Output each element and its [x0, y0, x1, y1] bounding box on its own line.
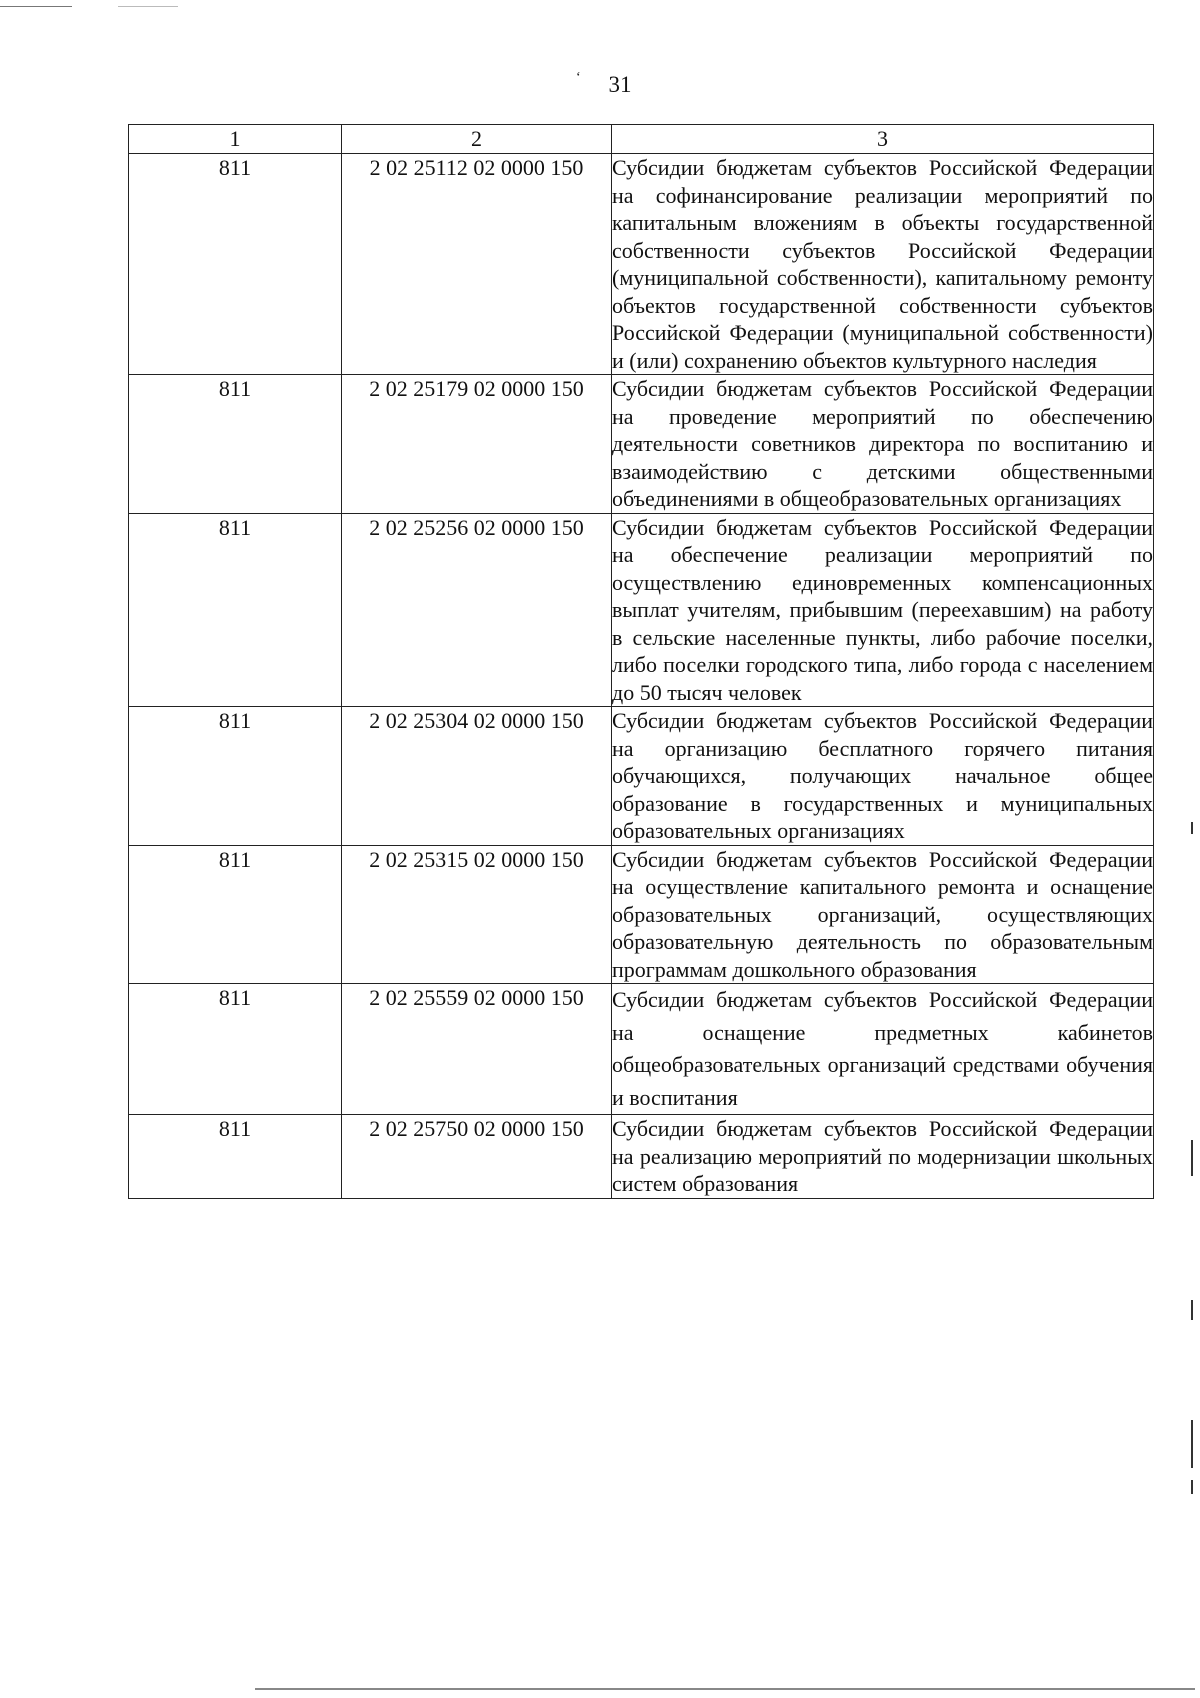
admin-code-cell: 811 — [129, 845, 342, 984]
budget-code-cell: 2 02 25112 02 0000 150 — [342, 154, 612, 375]
table-row — [129, 154, 1154, 375]
budget-code-cell: 2 02 25315 02 0000 150 — [342, 845, 612, 984]
header-col-3: 3 — [612, 125, 1154, 154]
scan-edge-tick — [1191, 1140, 1193, 1176]
budget-code-cell: 2 02 25750 02 0000 150 — [342, 1115, 612, 1199]
budget-code-cell: 2 02 25179 02 0000 150 — [342, 375, 612, 514]
admin-code-cell: 811 — [129, 154, 342, 375]
budget-code-cell: 2 02 25304 02 0000 150 — [342, 707, 612, 846]
scan-edge-line — [0, 6, 72, 7]
admin-code-cell: 811 — [129, 513, 342, 707]
income-name-cell: Субсидии бюджетам субъектов Российской Федерации на осуществление капитального ремонта и оснащение образовательных организаций, осуществляющих образовательную деятельность по образовательным программам дошкольного образования — [612, 846, 1153, 982]
income-name-cell: Субсидии бюджетам субъектов Российской Федерации на обеспечение реализации мероприятий по осуществлению единовременных компенсационных выплат учителям, прибывшим (переехавшим) на работу в сельские населенные пункты, либо рабочие поселки, либо поселки городского типа, либо города с населением до 50 тысяч человек — [612, 514, 1153, 705]
budget-code-cell: 2 02 25256 02 0000 150 — [342, 513, 612, 707]
admin-code-cell: 811 — [129, 375, 342, 514]
table-row — [129, 707, 1154, 846]
scan-edge-tick — [1191, 1480, 1193, 1494]
table-row — [129, 845, 1154, 984]
scan-edge-tick — [1191, 1300, 1193, 1320]
budget-table — [128, 124, 1154, 1199]
income-name-cell: Субсидии бюджетам субъектов Российской Федерации на реализацию мероприятий по модернизации школьных систем образования — [612, 1116, 1153, 1196]
income-name-cell: Субсидии бюджетам субъектов Российской Федерации на оснащение предметных кабинетов общеобразовательных организаций средствами обучения и воспитания — [612, 984, 1154, 1115]
header-col-2: 2 — [342, 125, 612, 154]
table-row — [129, 375, 1154, 514]
header-col-1: 1 — [129, 125, 342, 154]
scan-edge-line — [118, 6, 178, 7]
table-row — [129, 1115, 1154, 1199]
income-name-cell: Субсидии бюджетам субъектов Российской Федерации на организацию бесплатного горячего питания обучающихся, получающих начальное общее образование в государственных и муниципальных образовательных организациях — [612, 708, 1153, 843]
table-header-row — [129, 125, 1154, 154]
scan-edge-tick — [1191, 1420, 1193, 1468]
table-row — [129, 513, 1154, 707]
income-name-cell: Субсидии бюджетам субъектов Российской Федерации на софинансирование реализации мероприятий по капитальным вложениям в объекты государственной собственности субъектов Российской Федерации (муниципальной собственности), капитальному ремонту объектов государственной собственности субъектов Российской Федерации (муниципальной собственности) и (или) сохранению объектов культурного наследия — [612, 155, 1153, 373]
table-row — [129, 984, 1154, 1115]
income-name-cell: Субсидии бюджетам субъектов Российской Федерации на проведение мероприятий по обеспечению деятельности советников директора по воспитанию и взаимодействию с детскими общественными объединениями в общеобразовательных организациях — [612, 376, 1153, 511]
scan-edge-tick — [1191, 822, 1193, 834]
admin-code-cell: 811 — [129, 1115, 342, 1199]
admin-code-cell: 811 — [129, 984, 342, 1115]
page-number: 31 — [608, 72, 632, 97]
budget-code-cell: 2 02 25559 02 0000 150 — [342, 984, 612, 1115]
scan-mark: ‘ — [576, 70, 581, 85]
admin-code-cell: 811 — [129, 707, 342, 846]
scan-bottom-line — [255, 1688, 1195, 1690]
